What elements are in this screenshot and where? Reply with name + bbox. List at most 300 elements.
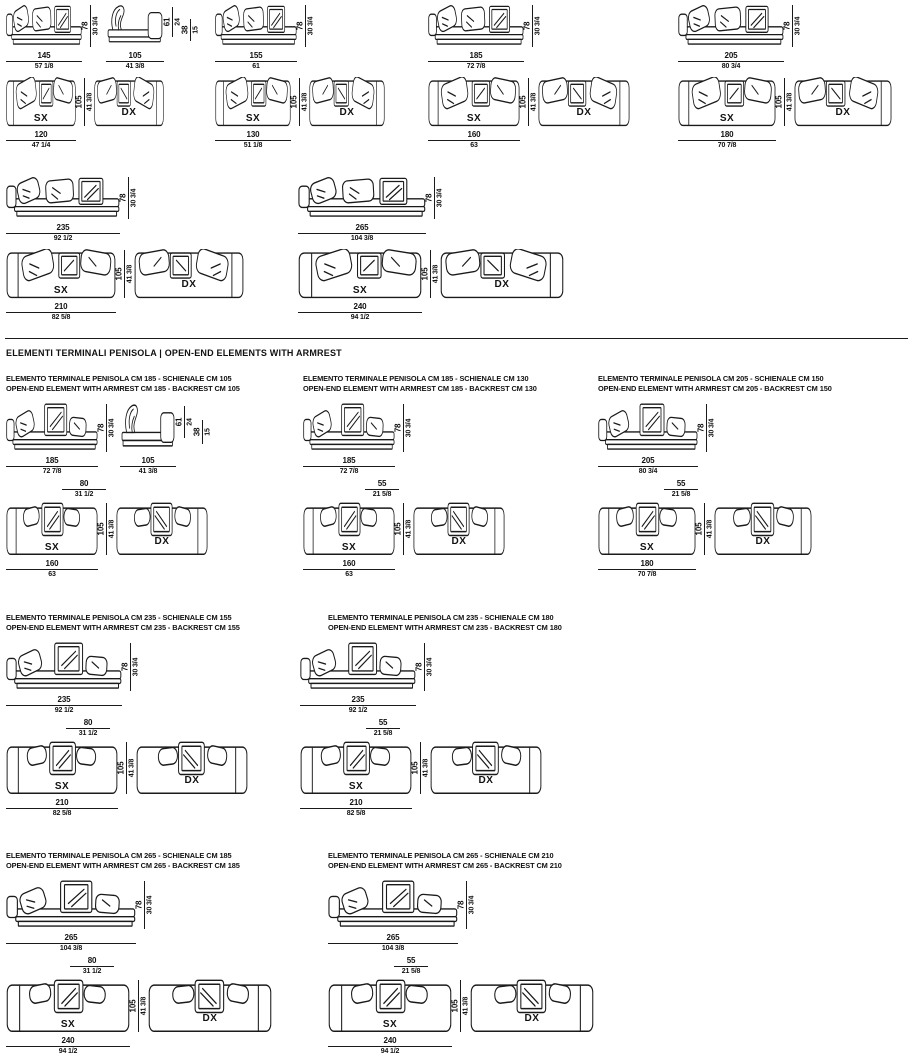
dim-line	[6, 705, 122, 706]
sx-label: SX	[382, 1019, 398, 1031]
dim-line	[202, 420, 203, 444]
plan-drawing-sx	[300, 741, 412, 818]
elevation-drawing	[328, 880, 458, 953]
dim-line	[62, 489, 106, 490]
dim-in: 24	[186, 418, 194, 426]
sofa-elevation-art	[6, 176, 120, 220]
dim-cm: 105	[450, 999, 460, 1013]
dim-line	[528, 78, 529, 126]
dim-cm: 78	[96, 423, 106, 433]
plan-drawing-dx	[116, 502, 208, 556]
dim-in: 63	[470, 142, 478, 149]
dim-in: 41 3/8	[128, 758, 136, 778]
elevation-row	[6, 642, 140, 715]
dim-in: 82 5/8	[52, 810, 72, 818]
dim-in: 21 5/8	[372, 491, 392, 499]
dim-in: 92 1/2	[53, 235, 73, 242]
elevation-row	[328, 880, 476, 953]
dim-line	[532, 5, 533, 47]
sofa-plan-art	[309, 77, 385, 127]
depth-dimension	[412, 741, 430, 795]
plan-drawing-dx	[794, 77, 892, 127]
dim-cm: 78	[782, 21, 792, 31]
block-title-it: ELEMENTO TERMINALE PENISOLA CM 235 - SCHIENALE CM 180	[328, 613, 554, 622]
dim-line	[403, 404, 404, 452]
dim-line	[106, 503, 107, 555]
height-dimension	[297, 4, 315, 48]
dim-line	[706, 404, 707, 452]
depth-dimension	[118, 741, 136, 795]
block-title-it: ELEMENTO TERMINALE PENISOLA CM 265 - SCHIENALE CM 210	[328, 851, 554, 860]
dim-cm: 78	[424, 193, 434, 203]
plan-drawing-sx	[6, 249, 116, 322]
dim-line	[434, 177, 435, 219]
width-dimension	[6, 302, 116, 322]
dim-cm: 38	[192, 427, 202, 437]
dim-in: 41 3/8	[706, 519, 714, 539]
dim-line	[303, 569, 395, 570]
sofa-plan-art	[538, 77, 630, 127]
dim-line	[424, 643, 425, 691]
backrest-width-dimension	[70, 956, 114, 976]
block-title	[598, 374, 832, 393]
sx-label: SX	[348, 781, 364, 793]
dim-in: 72 7/8	[42, 468, 62, 476]
dim-cm: 105	[774, 95, 784, 109]
width-dimension	[328, 933, 458, 953]
dim-line	[90, 5, 91, 47]
seat-height-dimension	[194, 419, 212, 445]
plan-row	[303, 502, 505, 579]
dim-cm: 180	[720, 130, 734, 139]
sofa-plan-art	[794, 77, 892, 127]
dim-line	[298, 233, 426, 234]
width-dimension	[6, 1036, 130, 1056]
plan-drawing-dx	[148, 979, 272, 1033]
profile-drawing	[106, 4, 164, 71]
dim-in: 80 3/4	[638, 468, 658, 476]
dim-cm: 61	[162, 17, 172, 27]
sofa-elevation-art	[6, 4, 82, 48]
width-dimension	[678, 130, 776, 150]
dim-in: 47 1/4	[31, 142, 51, 149]
seat-height-dimension	[182, 18, 200, 42]
width-dimension	[678, 51, 784, 71]
dim-line	[144, 881, 145, 929]
width-dimension	[6, 559, 98, 579]
dim-line	[84, 78, 85, 126]
dim-cm: 78	[456, 900, 466, 910]
sofa-plan-art	[116, 502, 208, 556]
dim-cm: 105	[420, 267, 430, 281]
dim-cm: 120	[34, 130, 48, 139]
dim-cm: 180	[640, 559, 654, 569]
dim-cm: 265	[386, 933, 400, 943]
plan-drawing-sx	[298, 249, 422, 322]
width-dimension	[303, 456, 395, 476]
plan-drawing-sx	[303, 502, 395, 579]
width-dimension	[6, 695, 122, 715]
dim-cm: 55	[676, 479, 686, 489]
sofa-plan-art	[470, 979, 594, 1033]
dim-line	[428, 61, 524, 62]
dim-in: 94 1/2	[350, 314, 370, 321]
dim-in: 80 3/4	[721, 63, 741, 70]
dim-in: 30 3/4	[468, 895, 476, 915]
dim-line	[466, 881, 467, 929]
elevation-row	[6, 176, 138, 243]
dx-label: DX	[494, 279, 510, 290]
dim-cm: 205	[724, 51, 738, 60]
elevation-drawing	[6, 642, 122, 715]
elevation-drawing	[678, 4, 784, 71]
dim-line	[6, 569, 98, 570]
dim-in: 41 3/8	[462, 996, 470, 1016]
dim-line	[305, 5, 306, 47]
dim-line	[704, 503, 705, 555]
plan-row	[678, 77, 892, 150]
sofa-elevation-art	[215, 4, 297, 48]
dx-label: DX	[202, 1013, 218, 1025]
height-dimension	[416, 642, 434, 692]
depth-dimension	[116, 249, 134, 299]
module-group-265	[298, 176, 564, 322]
dim-cm: 185	[45, 456, 59, 466]
width-dimension	[298, 223, 426, 243]
plan-row	[6, 741, 248, 818]
elevation-drawing	[300, 642, 416, 715]
width-dimension	[215, 130, 291, 150]
sofa-elevation-art	[6, 880, 136, 930]
dim-line	[124, 250, 125, 298]
plan-drawing-dx	[134, 249, 244, 299]
dim-in: 61	[252, 63, 260, 70]
height-dimension	[524, 4, 542, 48]
dim-in: 51 1/8	[243, 142, 263, 149]
plan-row	[215, 77, 385, 150]
block-title-en: OPEN-END ELEMENT WITH ARMREST CM 185 - BACKREST CM 105	[6, 383, 240, 393]
dim-in: 92 1/2	[348, 707, 368, 715]
sofa-elevation-art	[678, 4, 784, 48]
dim-in: 30 3/4	[146, 895, 154, 915]
plan-row	[6, 502, 208, 579]
dim-cm: 185	[469, 51, 483, 60]
dx-label: DX	[478, 775, 494, 787]
dim-line	[184, 406, 185, 438]
width-dimension	[6, 933, 136, 953]
elevation-row	[300, 642, 434, 715]
elevation-drawing	[6, 4, 82, 71]
dim-in: 30 3/4	[307, 16, 315, 36]
sofa-plan-art	[148, 979, 272, 1033]
sofa-elevation-art	[428, 4, 524, 48]
width-dimension	[6, 456, 98, 476]
elevation-drawing	[428, 4, 524, 71]
block-title-en: OPEN-END ELEMENT WITH ARMREST CM 235 - BACKREST CM 155	[6, 622, 240, 632]
dim-in: 31 1/2	[82, 968, 102, 976]
sofa-elevation-art	[303, 403, 395, 453]
dim-line	[298, 312, 422, 313]
dim-in: 24	[174, 18, 182, 26]
plan-drawing-sx	[328, 979, 452, 1056]
dim-in: 82 5/8	[346, 810, 366, 818]
plan-drawing-sx	[428, 77, 520, 150]
dim-in: 72 7/8	[466, 63, 486, 70]
dx-label: DX	[755, 536, 771, 548]
sx-label: SX	[341, 542, 357, 554]
sofa-elevation-art	[598, 403, 698, 453]
dim-cm: 145	[37, 51, 51, 60]
dim-cm: 55	[377, 479, 387, 489]
dim-cm: 78	[80, 21, 90, 31]
elevation-drawing	[598, 403, 698, 476]
block-title-it: ELEMENTO TERMINALE PENISOLA CM 265 - SCHIENALE CM 185	[6, 851, 232, 860]
elevation-row	[6, 403, 212, 476]
dim-in: 92 1/2	[54, 707, 74, 715]
plan-row	[298, 249, 564, 322]
dim-cm: 265	[355, 223, 369, 232]
sofa-plan-art	[94, 77, 164, 127]
sofa-elevation-art	[328, 880, 458, 930]
plan-drawing-dx	[440, 249, 564, 299]
open-end-block-265-210	[328, 851, 594, 1056]
dim-line	[215, 140, 291, 141]
dx-label: DX	[154, 536, 170, 548]
dim-in: 82 5/8	[51, 314, 71, 321]
dim-in: 30 3/4	[92, 16, 100, 36]
width-dimension	[303, 559, 395, 579]
dx-label: DX	[524, 1013, 540, 1025]
backrest-width-dimension	[62, 479, 106, 499]
dim-cm: 105	[74, 95, 84, 109]
height-dimension	[698, 403, 716, 453]
dim-cm: 80	[87, 956, 97, 966]
dim-cm: 160	[45, 559, 59, 569]
plan-drawing-dx	[413, 502, 505, 556]
dx-label: DX	[184, 775, 200, 787]
plan-drawing-sx	[6, 979, 130, 1056]
dim-cm: 78	[522, 21, 532, 31]
plan-row	[6, 77, 164, 150]
elevation-row	[303, 403, 413, 476]
dim-in: 41 3/8	[301, 92, 309, 112]
height-dimension	[395, 403, 413, 453]
plan-drawing-sx	[598, 502, 696, 579]
plan-drawing-sx	[6, 741, 118, 818]
dim-in: 30 3/4	[130, 188, 138, 208]
dim-in: 30 3/4	[132, 657, 140, 677]
dim-line	[366, 728, 400, 729]
height-dimension	[426, 176, 444, 220]
elevation-drawing	[215, 4, 297, 71]
dim-line	[6, 1046, 130, 1047]
depth-dimension	[291, 77, 309, 127]
plan-row	[6, 979, 272, 1056]
elevation-row	[6, 4, 200, 71]
plan-drawing-sx	[6, 77, 76, 150]
height-dimension	[136, 880, 154, 930]
dim-cm: 105	[128, 999, 138, 1013]
depth-dimension	[696, 502, 714, 556]
dim-in: 41 3/8	[786, 92, 794, 112]
dim-cm: 265	[64, 933, 78, 943]
open-end-block-205-150	[598, 374, 832, 579]
dim-cm: 240	[61, 1036, 75, 1046]
depth-dimension	[98, 502, 116, 556]
plan-drawing-sx	[6, 502, 98, 579]
dim-cm: 240	[353, 302, 367, 311]
block-title	[328, 613, 562, 632]
elevation-drawing	[298, 176, 426, 243]
block-title	[328, 851, 562, 870]
dim-in: 72 7/8	[339, 468, 359, 476]
dx-label: DX	[576, 107, 592, 118]
depth-dimension	[106, 51, 164, 71]
sofa-plan-art	[136, 741, 248, 795]
plan-drawing-dx	[538, 77, 630, 127]
sx-label: SX	[719, 113, 735, 124]
dim-line	[300, 808, 412, 809]
sx-label: SX	[54, 781, 70, 793]
dim-in: 15	[204, 428, 212, 436]
dim-in: 30 3/4	[534, 16, 542, 36]
height-dimension	[82, 4, 100, 48]
width-dimension	[598, 559, 696, 579]
open-end-block-185-105	[6, 374, 240, 579]
dim-cm: 105	[694, 522, 704, 536]
sofa-plan-art	[714, 502, 812, 556]
dim-line	[460, 980, 461, 1032]
dim-cm: 210	[54, 302, 68, 311]
plan-row	[428, 77, 630, 150]
elevation-row	[6, 880, 154, 953]
sx-label: SX	[245, 113, 261, 124]
dim-line	[430, 250, 431, 298]
dim-cm: 105	[96, 522, 106, 536]
depth-dimension	[422, 249, 440, 299]
dim-cm: 78	[134, 900, 144, 910]
dim-cm: 80	[83, 718, 93, 728]
plan-drawing-dx	[430, 741, 542, 795]
plan-row	[598, 502, 812, 579]
height-dimension	[120, 176, 138, 220]
dim-cm: 185	[342, 456, 356, 466]
width-dimension	[300, 798, 412, 818]
depth-dimension	[130, 979, 148, 1033]
dim-in: 21 5/8	[671, 491, 691, 499]
depth-dimension	[520, 77, 538, 127]
elevation-row	[428, 4, 542, 71]
block-title-it: ELEMENTO TERMINALE PENISOLA CM 185 - SCHIENALE CM 105	[6, 374, 232, 383]
elevation-row	[678, 4, 802, 71]
elevation-row	[298, 176, 444, 243]
module-group-145	[6, 4, 200, 150]
module-group-235	[6, 176, 244, 322]
dim-in: 30 3/4	[108, 418, 116, 438]
dim-line	[365, 489, 399, 490]
block-title	[6, 374, 240, 393]
dim-in: 104 3/8	[350, 235, 374, 242]
dim-cm: 235	[57, 695, 71, 705]
elevation-drawing	[303, 403, 395, 476]
block-title-en: OPEN-END ELEMENT WITH ARMREST CM 265 - BACKREST CM 210	[328, 860, 562, 870]
dim-in: 63	[345, 571, 353, 579]
dim-line	[420, 742, 421, 794]
dim-cm: 55	[406, 956, 416, 966]
dim-in: 41 3/8	[530, 92, 538, 112]
backrest-width-dimension	[66, 718, 110, 738]
depth-dimension	[395, 502, 413, 556]
dim-line	[328, 1046, 452, 1047]
depth-dimension	[776, 77, 794, 127]
dim-cm: 235	[351, 695, 365, 705]
block-title-it: ELEMENTO TERMINALE PENISOLA CM 185 - SCHIENALE CM 130	[303, 374, 529, 383]
sx-label: SX	[466, 113, 482, 124]
sofa-plan-art	[430, 741, 542, 795]
elevation-row	[598, 403, 716, 476]
sofa-elevation-art	[300, 642, 416, 692]
width-dimension	[428, 130, 520, 150]
dim-cm: 105	[128, 51, 142, 60]
dim-line	[784, 78, 785, 126]
dim-line	[303, 466, 395, 467]
dim-line	[6, 808, 118, 809]
dim-line	[6, 61, 82, 62]
sx-label: SX	[44, 542, 60, 554]
dx-label: DX	[121, 107, 137, 118]
block-title-en: OPEN-END ELEMENT WITH ARMREST CM 205 - BACKREST CM 150	[598, 383, 832, 393]
block-title-en: OPEN-END ELEMENT WITH ARMREST CM 235 - BACKREST CM 180	[328, 622, 562, 632]
plan-row	[6, 249, 244, 322]
dim-in: 41 3/8	[140, 996, 148, 1016]
dim-cm: 78	[120, 662, 130, 672]
dim-cm: 78	[696, 423, 706, 433]
dim-cm: 160	[342, 559, 356, 569]
sx-label: SX	[352, 285, 368, 296]
dim-line	[128, 177, 129, 219]
dim-line	[66, 728, 110, 729]
sofa-elevation-art	[298, 176, 426, 220]
dim-line	[678, 61, 784, 62]
dim-cm: 78	[295, 21, 305, 31]
width-dimension	[6, 130, 76, 150]
block-title	[303, 374, 537, 393]
dim-line	[6, 233, 120, 234]
dim-line	[130, 643, 131, 691]
dim-line	[172, 7, 173, 37]
sofa-elevation-art	[6, 642, 122, 692]
width-dimension	[428, 51, 524, 71]
dim-cm: 55	[378, 718, 388, 728]
plan-row	[300, 741, 542, 818]
module-group-155	[215, 4, 385, 150]
module-group-205	[678, 4, 892, 150]
dim-in: 41 3/8	[126, 264, 134, 284]
dim-line	[190, 19, 191, 41]
dim-cm: 78	[393, 423, 403, 433]
dim-in: 31 1/2	[74, 491, 94, 499]
dim-cm: 210	[55, 798, 69, 808]
dx-label: DX	[181, 279, 197, 290]
sofa-profile-art	[106, 4, 164, 48]
elevation-drawing	[6, 176, 120, 243]
height-dimension	[98, 403, 116, 453]
backrest-width-dimension	[394, 956, 428, 976]
plan-drawing-sx	[215, 77, 291, 150]
dim-in: 63	[48, 571, 56, 579]
dim-in: 70 7/8	[637, 571, 657, 579]
dim-line	[106, 404, 107, 452]
